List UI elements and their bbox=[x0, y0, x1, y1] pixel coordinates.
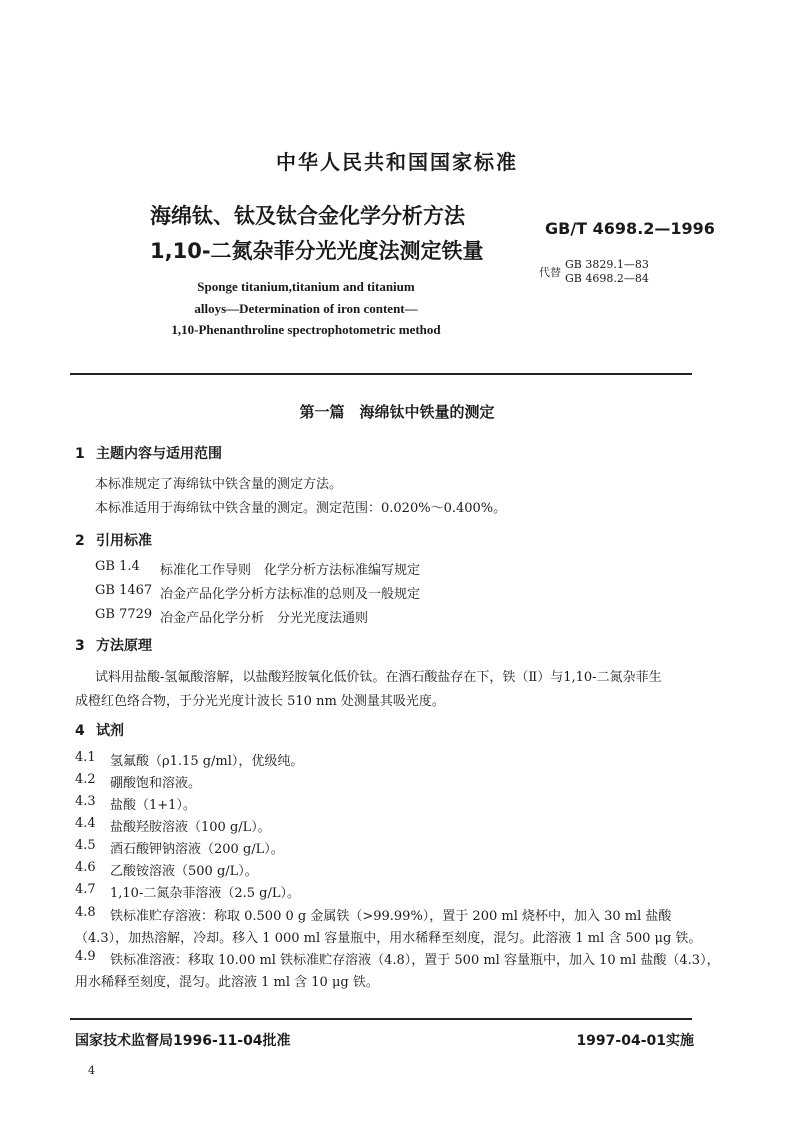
paragraph: 本标准适用于海绵钛中铁含量的测定。测定范围：0.020%～0.400%。 bbox=[95, 501, 507, 516]
clause-text: 氢氟酸（ρ1.15 g/ml），优级纯。 bbox=[110, 754, 304, 769]
paragraph-line: 成橙红色络合物，于分光光度计波长 510 nm 处测量其吸光度。 bbox=[75, 694, 445, 709]
clause-text: 用水稀释至刻度，混匀。此溶液 1 ml 含 10 μg 铁。 bbox=[75, 975, 379, 990]
clause-number: 4.8 bbox=[75, 905, 96, 920]
reference-code: GB 1467 bbox=[95, 583, 153, 598]
page-number: 4 bbox=[88, 1064, 95, 1077]
clause-text: 盐酸羟胺溶液（100 g/L）。 bbox=[110, 820, 271, 835]
replaced-standard: GB 3829.1—83 bbox=[565, 258, 649, 271]
replaced-standard: GB 4698.2—84 bbox=[565, 272, 649, 285]
section-title: 主题内容与适用范围 bbox=[96, 446, 222, 462]
clause-number: 4.5 bbox=[75, 838, 96, 853]
clause-text: 盐酸（1+1）。 bbox=[110, 798, 196, 813]
clause-text: 乙酸铵溶液（500 g/L）。 bbox=[110, 864, 258, 879]
clause-text: 铁标准贮存溶液：称取 0.500 0 g 金属铁（>99.99%），置于 200 ml 烧杯中，加入 30 ml 盐酸 bbox=[110, 909, 672, 924]
part-title: 第一篇 海绵钛中铁量的测定 bbox=[299, 403, 495, 421]
section-heading bbox=[75, 635, 152, 655]
reference-code: GB 7729 bbox=[95, 607, 153, 622]
section-number: 1 bbox=[75, 446, 85, 462]
document-title-line-1: 海绵钛、钛及钛合金化学分析方法 bbox=[150, 204, 465, 228]
clause-text: 酒石酸钾钠溶液（200 g/L）。 bbox=[110, 842, 284, 857]
clause-number: 4.4 bbox=[75, 816, 96, 831]
section-number: 2 bbox=[75, 533, 85, 549]
replaces-label: 代替 bbox=[539, 266, 561, 279]
section-heading bbox=[75, 530, 152, 550]
section-title: 引用标准 bbox=[96, 533, 152, 549]
clause-number: 4.3 bbox=[75, 794, 96, 809]
clause-number: 4.1 bbox=[75, 750, 96, 765]
clause-text: 铁标准溶液：移取 10.00 ml 铁标准贮存溶液（4.8），置于 500 ml 容量瓶中，加入 10 ml 盐酸（4.3）， bbox=[110, 953, 720, 968]
clause-text: 硼酸饱和溶液。 bbox=[110, 776, 202, 791]
implementation-date: 1997-04-01实施 bbox=[576, 1033, 694, 1049]
paragraph: 本标准规定了海绵钛中铁含量的测定方法。 bbox=[95, 477, 343, 492]
english-title-line-1: Sponge titanium,titanium and titanium bbox=[197, 279, 415, 294]
paragraph-line: 试料用盐酸-氢氟酸溶解，以盐酸羟胺氧化低价钛。在酒石酸盐存在下，铁（Ⅱ）与1,10-二氮杂菲生 bbox=[95, 670, 662, 685]
clause-number: 4.6 bbox=[75, 860, 96, 875]
footer-rule bbox=[70, 1018, 692, 1020]
reference-title: 标准化工作导则 化学分析方法标准编写规定 bbox=[160, 563, 421, 578]
issuing-body-heading: 中华人民共和国国家标准 bbox=[276, 150, 518, 174]
english-title-line-3: 1,10-Phenanthroline spectrophotometric method bbox=[171, 322, 441, 337]
approval-note: 国家技术监督局1996-11-04批准 bbox=[75, 1033, 291, 1049]
document-title-line-2: 1,10-二氮杂菲分光光度法测定铁量 bbox=[150, 239, 484, 263]
clause-text: （4.3），加热溶解，冷却。移入 1 000 ml 容量瓶中，用水稀释至刻度，混匀。此溶液 1 ml 含 500 μg 铁。 bbox=[75, 931, 702, 946]
section-number: 3 bbox=[75, 638, 85, 654]
clause-number: 4.7 bbox=[75, 882, 96, 897]
reference-code: GB 1.4 bbox=[95, 559, 140, 574]
section-heading bbox=[75, 720, 124, 740]
section-title: 试剂 bbox=[96, 723, 124, 739]
reference-title: 冶金产品化学分析方法标准的总则及一般规定 bbox=[160, 587, 421, 602]
clause-number: 4.2 bbox=[75, 772, 96, 787]
clause-text: 1,10-二氮杂菲溶液（2.5 g/L）。 bbox=[110, 886, 300, 901]
clause-number: 4.9 bbox=[75, 949, 96, 964]
header-rule bbox=[70, 373, 692, 375]
section-number: 4 bbox=[75, 723, 85, 739]
section-heading bbox=[75, 443, 222, 463]
section-title: 方法原理 bbox=[96, 638, 152, 654]
english-title-line-2: alloys—Determination of iron content— bbox=[194, 301, 418, 316]
standard-number: GB/T 4698.2—1996 bbox=[545, 219, 715, 238]
reference-title: 冶金产品化学分析 分光光度法通则 bbox=[160, 611, 369, 626]
